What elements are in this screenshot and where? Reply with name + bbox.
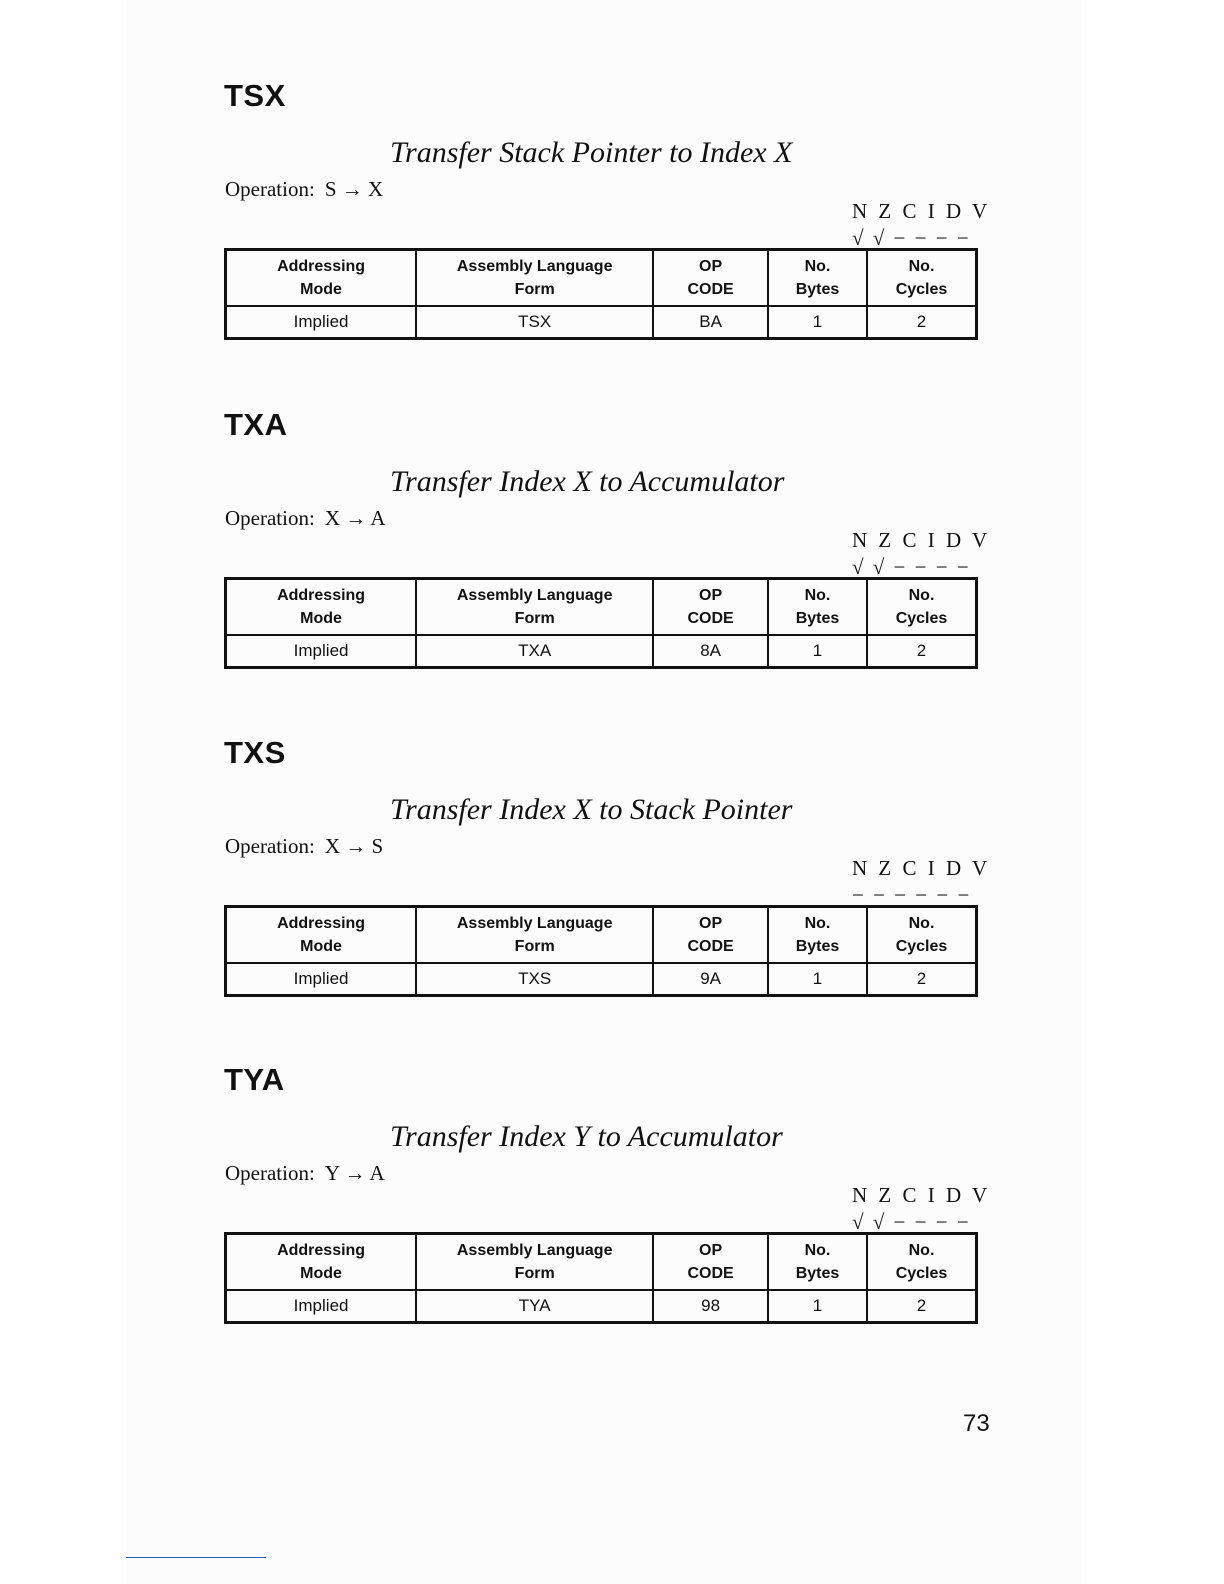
cell-assembly-form: TXS (416, 963, 653, 996)
table-row (226, 1290, 977, 1323)
table-header-row (226, 579, 977, 636)
cell-cycles: 2 (867, 1290, 977, 1323)
header-opcode: OP CODE (653, 907, 768, 964)
cell-bytes: 1 (768, 635, 867, 668)
flag-values: √ √ − − − − (852, 555, 971, 579)
cell-assembly-form: TYA (416, 1290, 653, 1323)
table-row (226, 306, 977, 339)
cell-bytes: 1 (768, 306, 867, 339)
header-assembly-form: Assembly Language Form (416, 250, 653, 307)
header-cycles: No. Cycles (867, 907, 977, 964)
table-header-row (226, 1234, 977, 1291)
page-number: 73 (963, 1410, 990, 1437)
operation-expression: S → X (324, 177, 384, 201)
header-assembly-form: Assembly Language Form (416, 907, 653, 964)
status-flags (852, 1183, 991, 1235)
operation-label: Operation: (225, 1161, 315, 1185)
operation-label: Operation: (225, 506, 315, 530)
cell-addressing-mode: Implied (226, 306, 417, 339)
opcode-table (224, 248, 978, 340)
operation-line (225, 506, 386, 531)
instruction-title: Transfer Index X to Stack Pointer (390, 793, 793, 826)
header-addressing-mode: Addressing Mode (226, 907, 417, 964)
cell-bytes: 1 (768, 1290, 867, 1323)
instruction-section (224, 78, 991, 378)
operation-label: Operation: (225, 834, 315, 858)
instruction-section (224, 735, 991, 1035)
table-row (226, 635, 977, 668)
table-header-row (226, 250, 977, 307)
header-opcode: OP CODE (653, 579, 768, 636)
cell-bytes: 1 (768, 963, 867, 996)
flag-names: N Z C I D V (852, 528, 991, 552)
cell-addressing-mode: Implied (226, 635, 417, 668)
header-cycles: No. Cycles (867, 579, 977, 636)
header-assembly-form: Assembly Language Form (416, 579, 653, 636)
mnemonic-heading: TXA (224, 407, 288, 442)
mnemonic-heading: TYA (224, 1062, 285, 1097)
opcode-table (224, 577, 978, 669)
operation-label: Operation: (225, 177, 315, 201)
header-cycles: No. Cycles (867, 250, 977, 307)
status-flags (852, 528, 991, 580)
instruction-title: Transfer Index X to Accumulator (390, 465, 785, 498)
cell-cycles: 2 (867, 306, 977, 339)
instruction-title: Transfer Index Y to Accumulator (390, 1120, 783, 1153)
flag-values: − − − − − − (852, 883, 972, 907)
operation-line (225, 1161, 385, 1186)
table-row (226, 963, 977, 996)
operation-expression: X → S (324, 834, 384, 858)
header-addressing-mode: Addressing Mode (226, 579, 417, 636)
cell-opcode: 9A (653, 963, 768, 996)
flag-names: N Z C I D V (852, 1183, 991, 1207)
header-opcode: OP CODE (653, 250, 768, 307)
mnemonic-heading: TSX (224, 78, 286, 113)
status-flags (852, 199, 991, 251)
flag-names: N Z C I D V (852, 199, 991, 223)
operation-line (225, 834, 383, 859)
cell-addressing-mode: Implied (226, 963, 417, 996)
header-assembly-form: Assembly Language Form (416, 1234, 653, 1291)
flag-values: √ √ − − − − (852, 226, 971, 250)
cell-opcode: 8A (653, 635, 768, 668)
header-bytes: No. Bytes (768, 1234, 867, 1291)
cell-cycles: 2 (867, 635, 977, 668)
cell-cycles: 2 (867, 963, 977, 996)
header-bytes: No. Bytes (768, 907, 867, 964)
header-addressing-mode: Addressing Mode (226, 1234, 417, 1291)
cell-assembly-form: TSX (416, 306, 653, 339)
flag-names: N Z C I D V (852, 856, 991, 880)
header-bytes: No. Bytes (768, 579, 867, 636)
operation-expression: Y → A (324, 1161, 385, 1185)
header-opcode: OP CODE (653, 1234, 768, 1291)
header-bytes: No. Bytes (768, 250, 867, 307)
flag-values: √ √ − − − − (852, 1210, 971, 1234)
table-header-row (226, 907, 977, 964)
opcode-table (224, 1232, 978, 1324)
opcode-table (224, 905, 978, 997)
cell-assembly-form: TXA (416, 635, 653, 668)
instruction-section (224, 1062, 991, 1362)
operation-expression: X → A (324, 506, 386, 530)
cell-opcode: BA (653, 306, 768, 339)
instruction-section (224, 407, 991, 707)
footnote-rule (126, 1557, 266, 1558)
mnemonic-heading: TXS (224, 735, 286, 770)
operation-line (225, 177, 383, 202)
header-addressing-mode: Addressing Mode (226, 250, 417, 307)
header-cycles: No. Cycles (867, 1234, 977, 1291)
status-flags (852, 856, 991, 908)
cell-opcode: 98 (653, 1290, 768, 1323)
instruction-title: Transfer Stack Pointer to Index X (390, 136, 793, 169)
cell-addressing-mode: Implied (226, 1290, 417, 1323)
